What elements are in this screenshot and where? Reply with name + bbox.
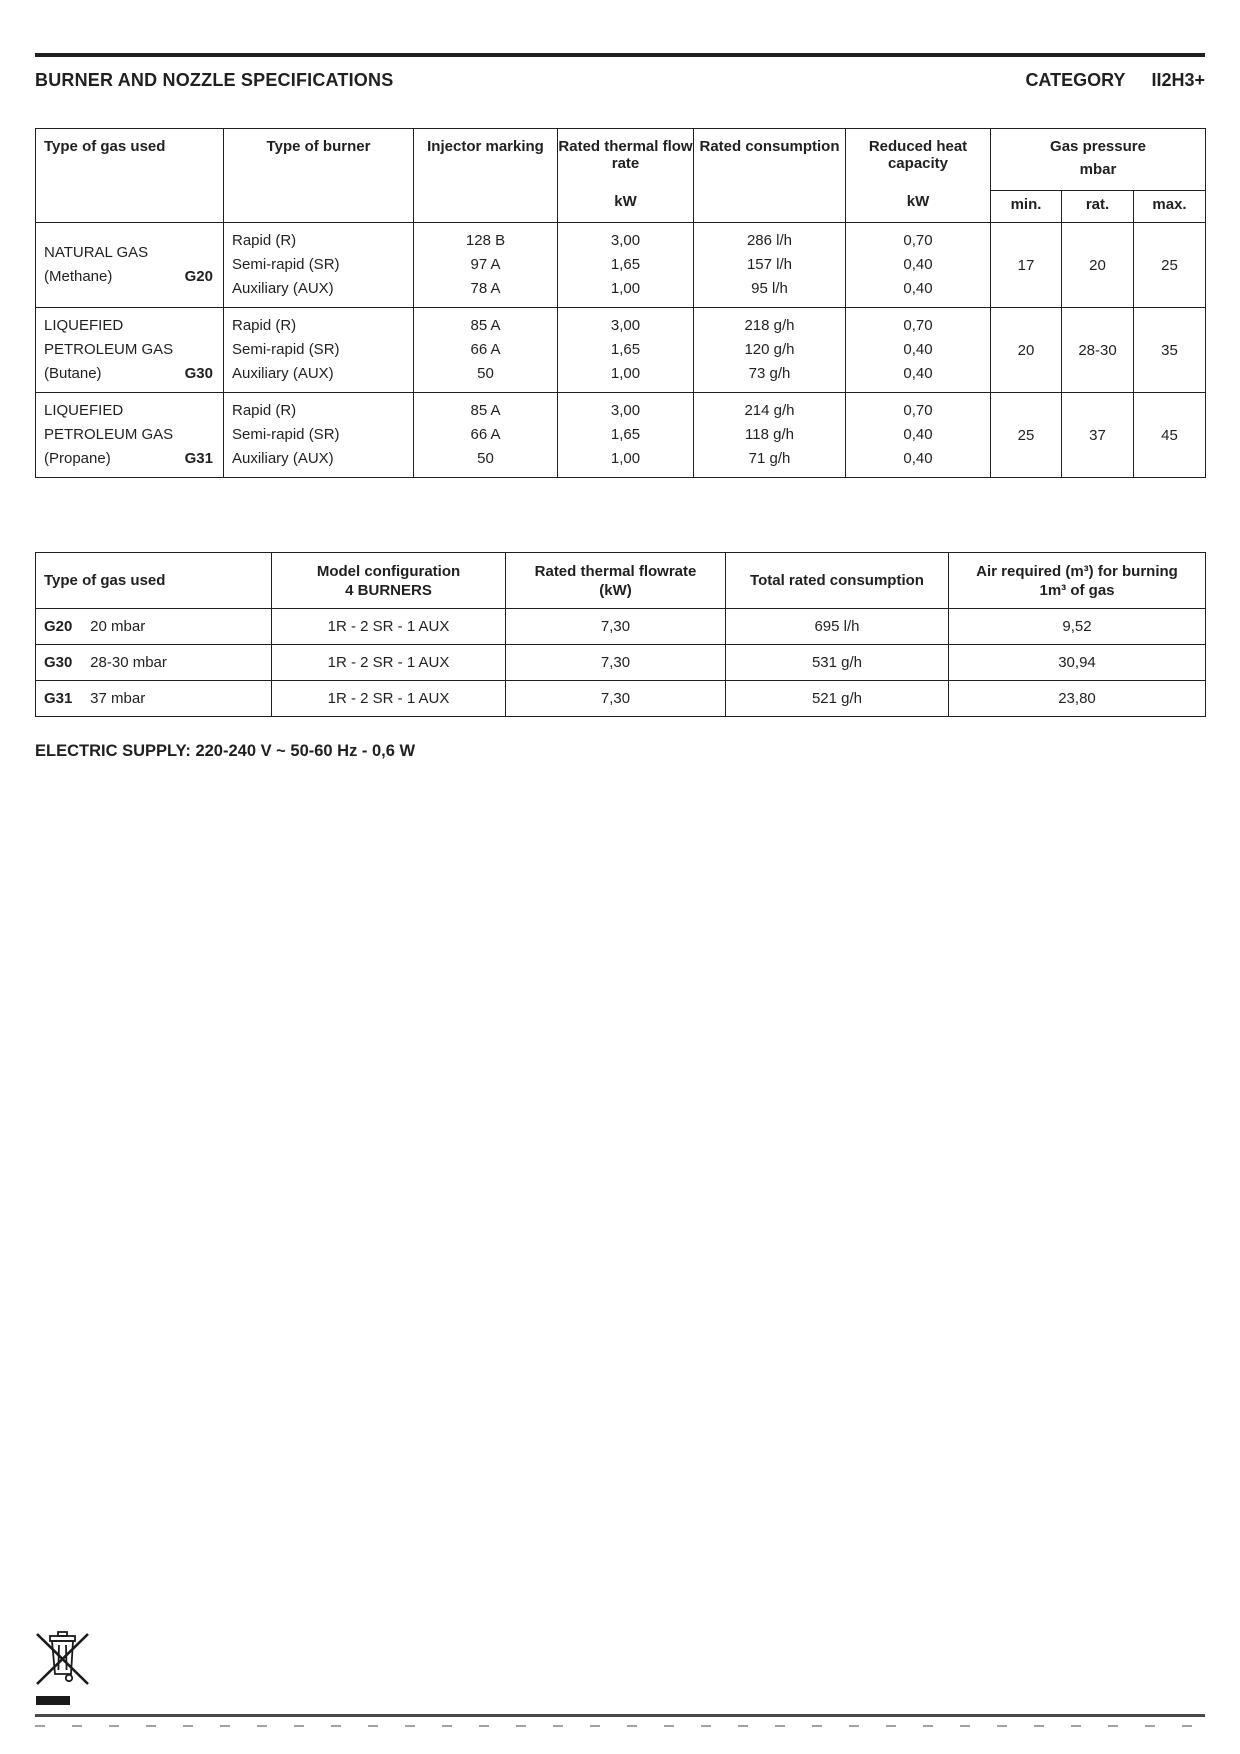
injector-cell xyxy=(414,223,558,308)
t1-header-pressure xyxy=(991,129,1206,191)
gas-cell xyxy=(36,393,224,478)
pressure-min-cell: 20 xyxy=(991,308,1062,393)
table-row-g31-config xyxy=(36,681,1206,717)
t1-header-flow xyxy=(558,129,694,223)
gas-pressure: 20 mbar xyxy=(90,618,146,635)
reduced-value: 0,40 xyxy=(903,450,933,467)
burner-type: Semi-rapid (SR) xyxy=(232,426,340,443)
t1-header-pressure-title: Gas pressure xyxy=(1050,138,1146,155)
t2-header-flow xyxy=(506,553,726,609)
pressure-min-cell: 25 xyxy=(991,393,1062,478)
gas-code: G30 xyxy=(184,365,213,382)
page-header xyxy=(35,70,1205,91)
consumption-cell xyxy=(694,223,846,308)
pressure-max-cell: 45 xyxy=(1134,393,1206,478)
t1-header-gas: Type of gas used xyxy=(36,129,224,223)
table-row-g20 xyxy=(36,223,1206,308)
flow-cell: 7,30 xyxy=(506,645,726,681)
flow-cell xyxy=(558,223,694,308)
gas-pressure: 28-30 mbar xyxy=(90,654,167,671)
flow-value: 1,00 xyxy=(610,280,641,297)
category-label: CATEGORY xyxy=(1025,70,1126,90)
t2-header-total: Total rated consumption xyxy=(726,553,949,609)
injector-value: 85 A xyxy=(470,402,501,419)
consumption-value: 118 g/h xyxy=(745,426,794,443)
injector-value: 50 xyxy=(477,450,494,467)
air-cell: 30,94 xyxy=(949,645,1206,681)
gas-subname: (Butane) xyxy=(44,365,102,382)
gas-subname: (Methane) xyxy=(44,268,113,285)
burner-cell xyxy=(224,223,414,308)
gas-name: NATURAL GAS xyxy=(44,244,149,261)
t1-header-reduced-unit: kW xyxy=(906,193,930,210)
consumption-cell xyxy=(694,393,846,478)
gas-code-line xyxy=(44,362,213,386)
table-row-g31 xyxy=(36,393,1206,478)
model-config-table xyxy=(35,552,1206,717)
reduced-value: 0,40 xyxy=(903,365,933,382)
consumption-value: 157 l/h xyxy=(746,256,793,273)
reduced-cell xyxy=(846,308,991,393)
burner-type: Auxiliary (AUX) xyxy=(232,450,334,467)
perforation-marks xyxy=(35,1725,1205,1727)
burner-type: Rapid (R) xyxy=(232,402,297,419)
burner-type: Rapid (R) xyxy=(232,317,297,334)
gas-code: G30 xyxy=(44,654,73,671)
gas-name: LIQUEFIED xyxy=(44,317,124,334)
injector-value: 66 A xyxy=(470,341,501,358)
injector-cell xyxy=(414,308,558,393)
flow-value: 3,00 xyxy=(610,317,641,334)
config-cell: 1R - 2 SR - 1 AUX xyxy=(272,645,506,681)
gas-code: G31 xyxy=(44,690,73,707)
gas-subname: (Propane) xyxy=(44,450,111,467)
burner-type: Auxiliary (AUX) xyxy=(232,280,334,297)
t2-header-gas: Type of gas used xyxy=(36,553,272,609)
injector-value: 66 A xyxy=(470,426,501,443)
consumption-value: 71 g/h xyxy=(748,450,791,467)
gas-name: PETROLEUM GAS xyxy=(44,341,174,358)
gas-cell xyxy=(36,223,224,308)
flow-value: 3,00 xyxy=(610,402,641,419)
injector-value: 85 A xyxy=(470,317,501,334)
flow-value: 1,65 xyxy=(610,256,641,273)
t1-header-reduced-title: Reduced heat capacity xyxy=(868,138,968,172)
reduced-cell xyxy=(846,393,991,478)
burner-type: Rapid (R) xyxy=(232,232,297,249)
t1-header-reduced xyxy=(846,129,991,223)
burner-cell xyxy=(224,308,414,393)
bottom-rule xyxy=(35,1714,1205,1717)
t1-header-flow-unit: kW xyxy=(614,193,637,210)
t2-header-flow-line2: (kW) xyxy=(599,581,632,599)
t2-header-air-line2: 1m³ of gas xyxy=(1039,581,1115,599)
gas-cell xyxy=(36,308,224,393)
consumption-value: 95 l/h xyxy=(751,280,788,297)
t2-header-flow-line1: Rated thermal flowrate xyxy=(534,562,697,580)
weee-underline-bar xyxy=(36,1696,70,1705)
gas-code: G20 xyxy=(184,268,213,285)
pressure-max-cell: 35 xyxy=(1134,308,1206,393)
flow-value: 1,00 xyxy=(610,450,641,467)
weee-crossed-bin-icon xyxy=(33,1626,93,1692)
t1-header-burner: Type of burner xyxy=(224,129,414,223)
gas-name: LIQUEFIED xyxy=(44,402,124,419)
burner-type: Semi-rapid (SR) xyxy=(232,341,340,358)
consumption-cell xyxy=(694,308,846,393)
reduced-value: 0,70 xyxy=(903,317,933,334)
t1-header-flow-title: Rated thermal flow rate xyxy=(558,138,693,172)
consumption-value: 218 g/h xyxy=(744,317,795,334)
consumption-value: 286 l/h xyxy=(746,232,793,249)
page-title: BURNER AND NOZZLE SPECIFICATIONS xyxy=(35,70,394,90)
gas-cell xyxy=(36,609,272,645)
t2-header-model-line1: Model configuration xyxy=(316,562,461,580)
burner-type: Auxiliary (AUX) xyxy=(232,365,334,382)
flow-cell xyxy=(558,393,694,478)
t2-header-air xyxy=(949,553,1206,609)
injector-value: 97 A xyxy=(470,256,501,273)
consumption-value: 73 g/h xyxy=(748,365,791,382)
reduced-value: 0,70 xyxy=(903,232,933,249)
t1-header-min: min. xyxy=(991,191,1062,223)
flow-value: 3,00 xyxy=(610,232,641,249)
category xyxy=(1025,70,1205,91)
pressure-min-cell: 17 xyxy=(991,223,1062,308)
consumption-value: 120 g/h xyxy=(744,341,795,358)
flow-value: 1,00 xyxy=(610,365,641,382)
pressure-max-cell: 25 xyxy=(1134,223,1206,308)
table-row-g30 xyxy=(36,308,1206,393)
flow-cell xyxy=(558,308,694,393)
reduced-value: 0,40 xyxy=(903,280,933,297)
injector-cell xyxy=(414,393,558,478)
t2-header-air-line1: Air required (m³) for burning xyxy=(976,562,1178,580)
injector-value: 128 B xyxy=(465,232,506,249)
reduced-value: 0,40 xyxy=(903,426,933,443)
total-cell: 521 g/h xyxy=(726,681,949,717)
t1-header-pressure-unit: mbar xyxy=(1079,161,1117,178)
gas-code-line xyxy=(44,447,213,471)
air-cell: 23,80 xyxy=(949,681,1206,717)
reduced-value: 0,70 xyxy=(903,402,933,419)
t1-header-injector: Injector marking xyxy=(414,129,558,223)
gas-pressure: 37 mbar xyxy=(90,690,146,707)
gas-code: G31 xyxy=(184,450,213,467)
reduced-cell xyxy=(846,223,991,308)
t2-header-model xyxy=(272,553,506,609)
gas-code-line xyxy=(44,265,213,289)
config-cell: 1R - 2 SR - 1 AUX xyxy=(272,681,506,717)
gas-cell xyxy=(36,681,272,717)
t1-header-rat: rat. xyxy=(1062,191,1134,223)
total-cell: 531 g/h xyxy=(726,645,949,681)
weee-symbol xyxy=(33,1626,93,1705)
total-cell: 695 l/h xyxy=(726,609,949,645)
gas-cell xyxy=(36,645,272,681)
table-row-g20-config xyxy=(36,609,1206,645)
flow-value: 1,65 xyxy=(610,341,641,358)
t2-header-model-line2: 4 BURNERS xyxy=(345,581,432,599)
category-value: II2H3+ xyxy=(1151,70,1205,90)
pressure-rat-cell: 37 xyxy=(1062,393,1134,478)
flow-cell: 7,30 xyxy=(506,681,726,717)
t1-header-max: max. xyxy=(1134,191,1206,223)
pressure-rat-cell: 20 xyxy=(1062,223,1134,308)
injector-value: 78 A xyxy=(470,280,501,297)
flow-cell: 7,30 xyxy=(506,609,726,645)
consumption-value: 214 g/h xyxy=(744,402,795,419)
electric-supply-note: ELECTRIC SUPPLY: 220-240 V ~ 50-60 Hz - 0,6 W xyxy=(35,742,416,760)
injector-value: 50 xyxy=(477,365,494,382)
top-rule xyxy=(35,53,1205,57)
t1-header-consumption: Rated consumption xyxy=(694,129,846,223)
table-row-g30-config xyxy=(36,645,1206,681)
reduced-value: 0,40 xyxy=(903,256,933,273)
reduced-value: 0,40 xyxy=(903,341,933,358)
flow-value: 1,65 xyxy=(610,426,641,443)
air-cell: 9,52 xyxy=(949,609,1206,645)
pressure-rat-cell: 28-30 xyxy=(1062,308,1134,393)
burner-spec-table xyxy=(35,128,1206,478)
gas-name: PETROLEUM GAS xyxy=(44,426,174,443)
burner-type: Semi-rapid (SR) xyxy=(232,256,340,273)
burner-cell xyxy=(224,393,414,478)
gas-code: G20 xyxy=(44,618,73,635)
config-cell: 1R - 2 SR - 1 AUX xyxy=(272,609,506,645)
